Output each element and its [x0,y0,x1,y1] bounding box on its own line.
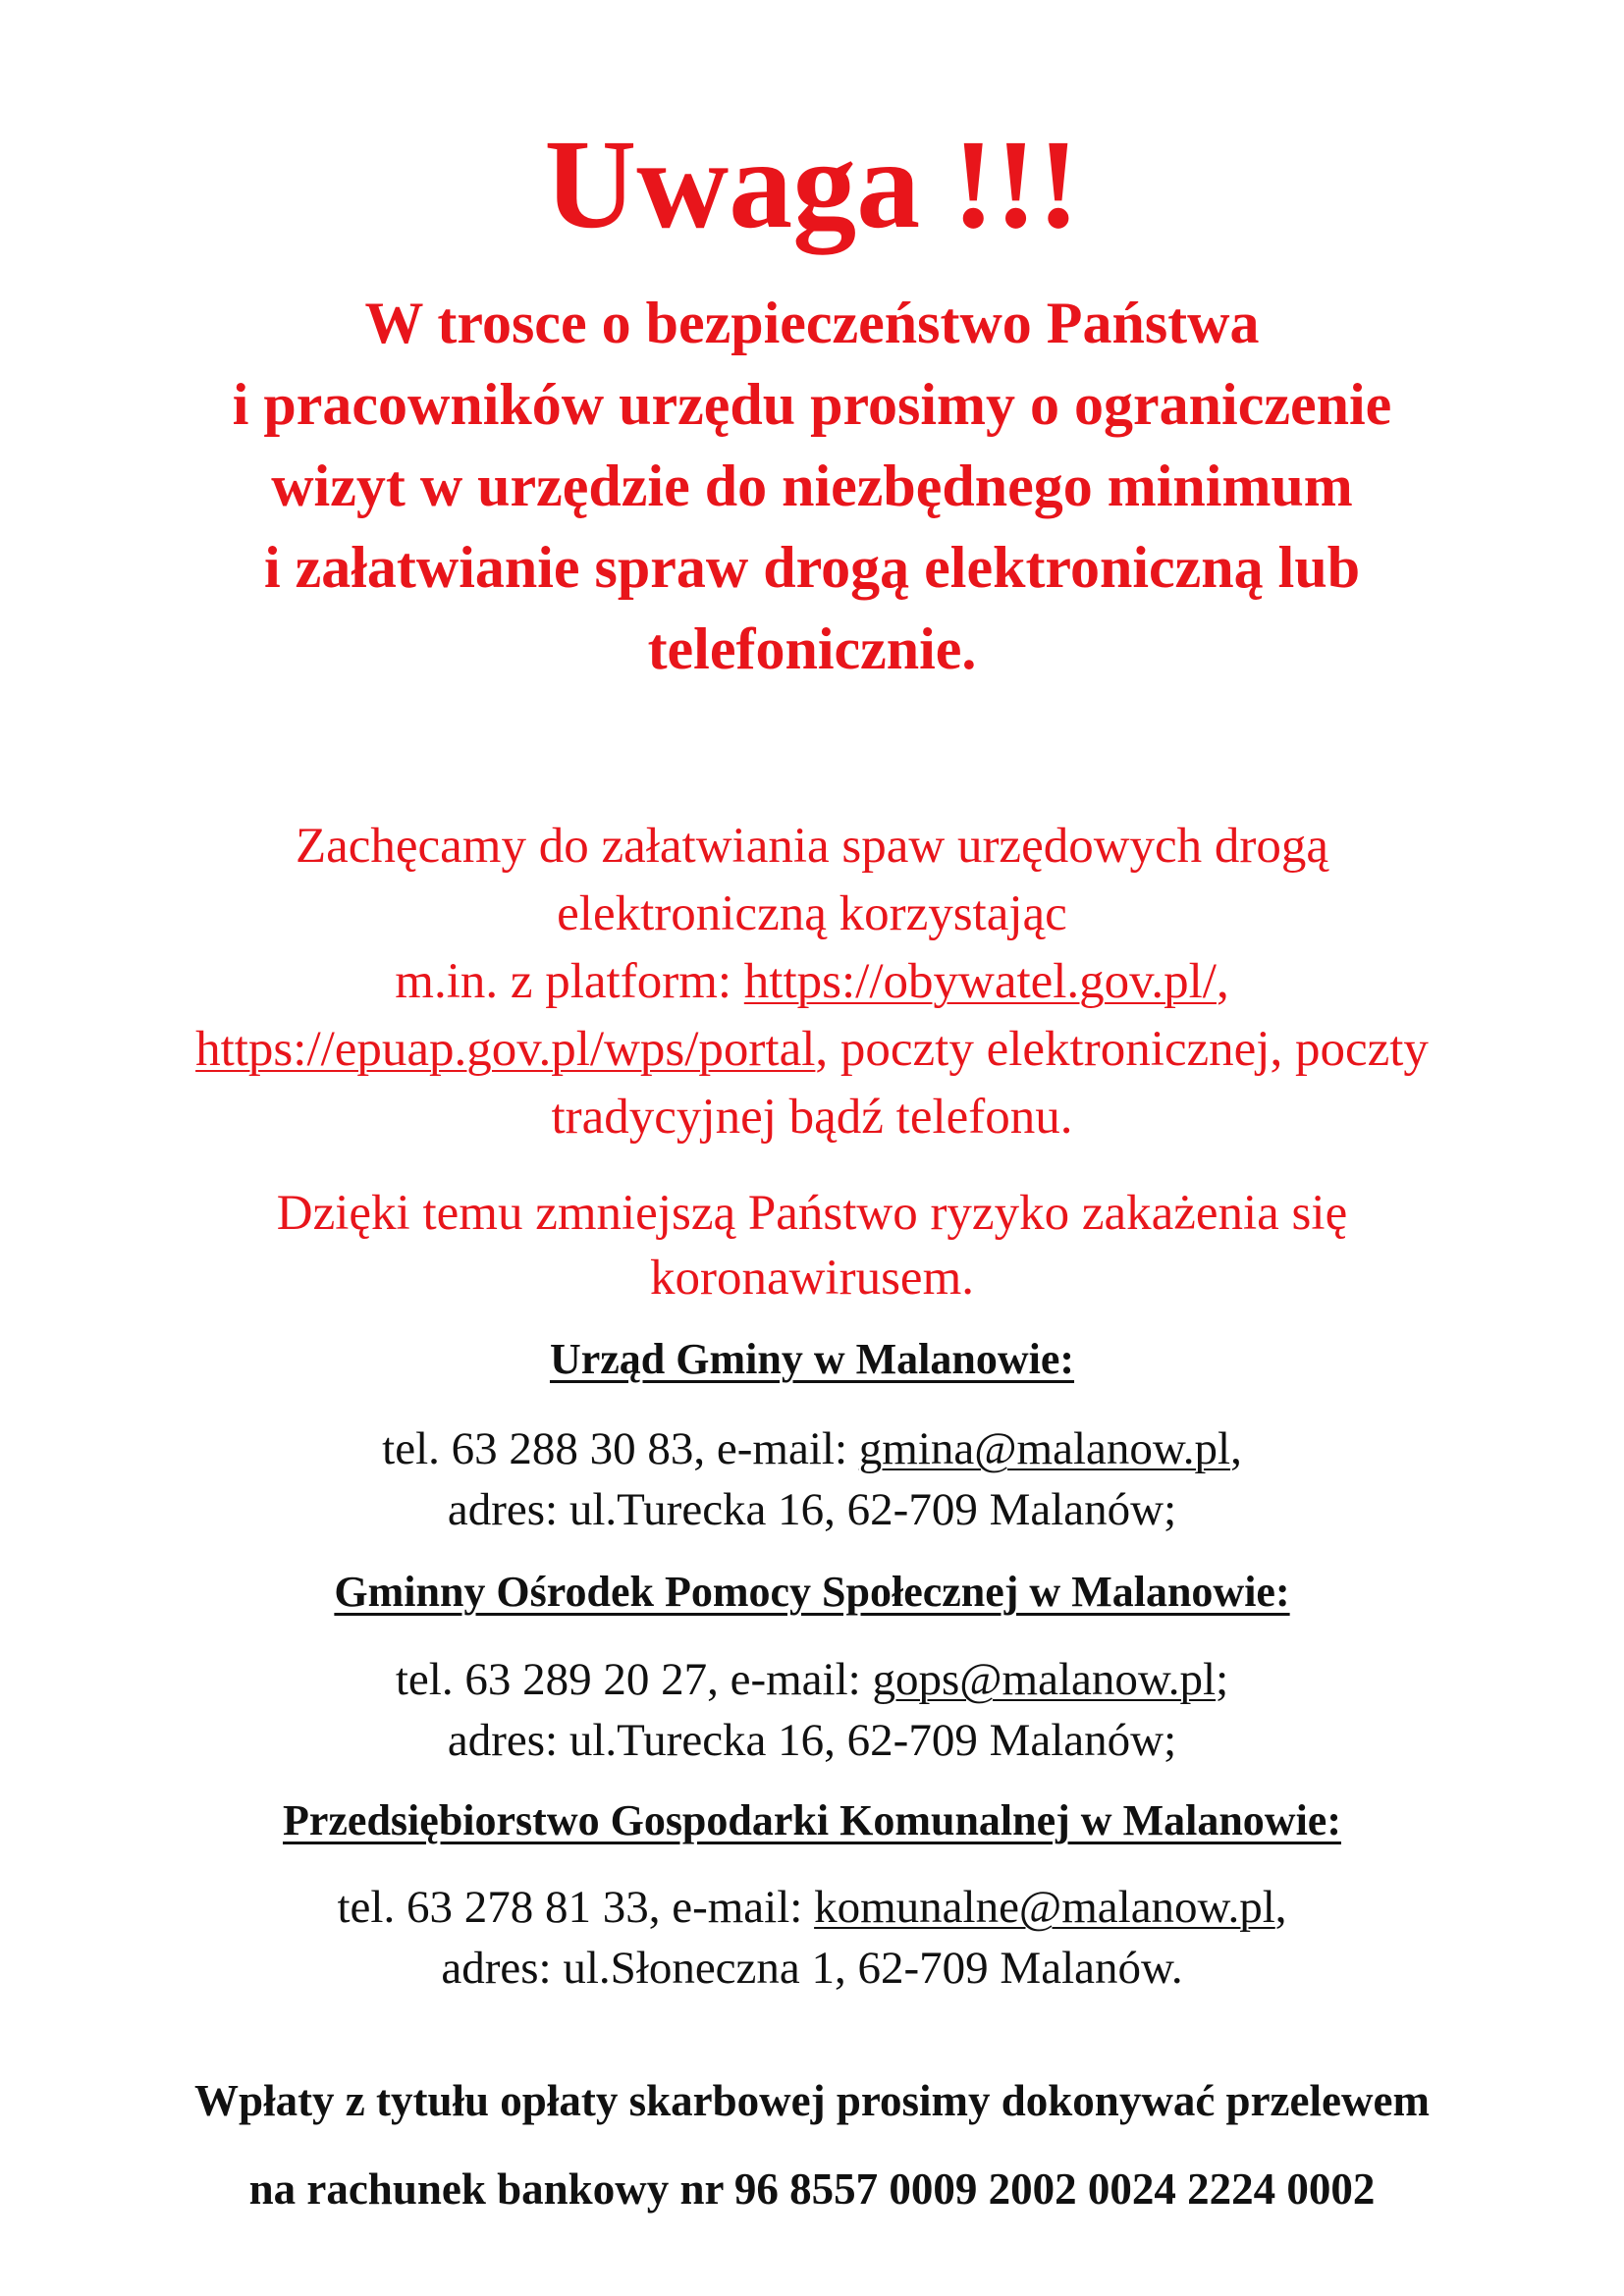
warning-line: wizyt w urzędzie do niezbędnego minimum [271,454,1353,518]
office-tel-line [0,1877,1624,1938]
punctuation: ; [1216,1654,1229,1705]
benefit-line: Dzięki temu zmniejszą Państwo ryzyko zakażenia się [276,1186,1348,1241]
encourage-line: Zachęcamy do załatwiania spaw urzędowych drogą [295,819,1329,874]
office-tel-line [0,1418,1624,1479]
tel-label: tel. 63 278 81 33, e-mail: [337,1882,815,1933]
office-address: adres: ul.Słoneczna 1, 62-709 Malanów. [441,1943,1183,1994]
platforms-label: m.in. z platform: [395,954,744,1009]
encourage-line [0,948,1624,1016]
office-name: Przedsiębiorstwo Gospodarki Komunalnej w Malanowie: [283,1796,1341,1844]
payment-info-line: Wpłaty z tytułu opłaty skarbowej prosimy dokonywać przelewem [194,2076,1430,2125]
punctuation: , [1216,954,1229,1009]
tel-label: tel. 63 289 20 27, e-mail: [395,1654,873,1705]
benefit-paragraph [0,1181,1624,1310]
encourage-line: elektroniczną korzystając [557,886,1067,941]
email-link[interactable]: gmina@malanow.pl [858,1423,1231,1474]
obywatel-link[interactable]: https://obywatel.gov.pl/ [743,954,1217,1009]
office-contact [0,1418,1624,1540]
office-heading [0,1334,1624,1385]
encourage-paragraph [0,813,1624,1151]
email-link[interactable]: gops@malanow.pl [872,1654,1217,1705]
office-address: adres: ul.Turecka 16, 62-709 Malanów; [447,1715,1177,1766]
tel-label: tel. 63 288 30 83, e-mail: [382,1423,859,1474]
warning-line: W trosce o bezpieczeństwo Państwa [364,291,1260,355]
warning-message [0,283,1624,690]
benefit-line: koronawirusem. [649,1251,974,1306]
office-heading [0,1567,1624,1618]
encourage-line [0,1016,1624,1084]
office-heading [0,1795,1624,1846]
office-contact [0,1649,1624,1771]
warning-line: i załatwianie spraw drogą elektroniczną lub [263,535,1361,600]
office-name: Urząd Gminy w Malanowie: [549,1335,1075,1383]
office-address: adres: ul.Turecka 16, 62-709 Malanów; [447,1484,1177,1535]
warning-line: i pracowników urzędu prosimy o ograniczenie [232,372,1392,437]
encourage-text: , poczty elektronicznej, poczty [815,1022,1429,1077]
office-tel-line [0,1649,1624,1710]
page-title: Uwaga !!! [544,114,1080,255]
office-name: Gminny Ośrodek Pomocy Społecznej w Malanowie: [334,1568,1290,1616]
office-contact [0,1877,1624,1999]
warning-line: telefonicznie. [647,616,977,681]
punctuation: , [1230,1423,1242,1474]
bank-account-line: na rachunek bankowy nr 96 8557 0009 2002 0024 2224 0002 [248,2164,1376,2214]
email-link[interactable]: komunalne@malanow.pl [814,1882,1275,1933]
punctuation: , [1274,1882,1287,1933]
epuap-link[interactable]: https://epuap.gov.pl/wps/portal [195,1022,816,1077]
encourage-line: tradycyjnej bądź telefonu. [551,1090,1073,1145]
